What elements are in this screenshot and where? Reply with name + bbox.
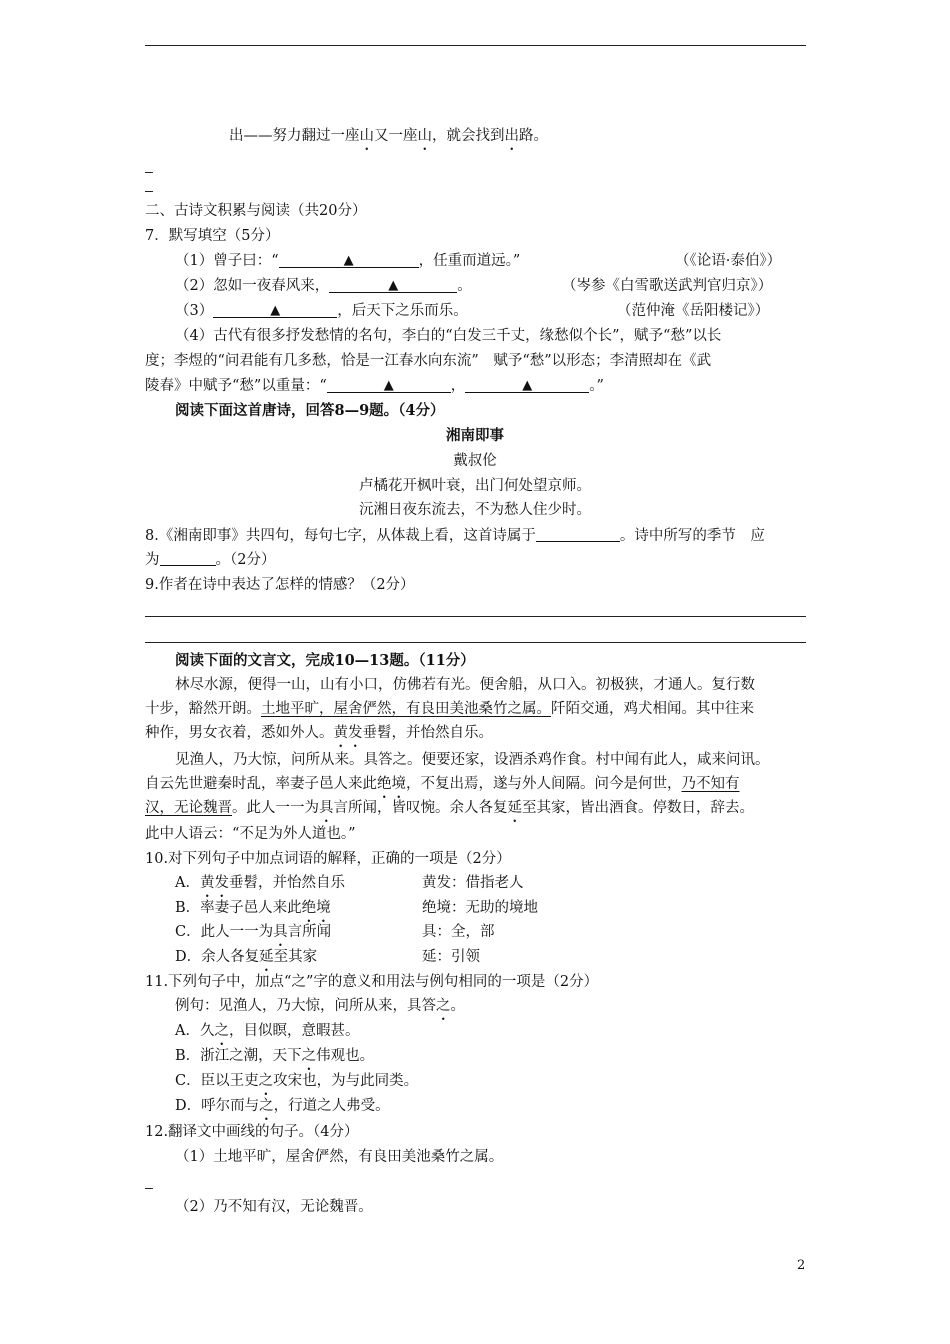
q11-option-b[interactable]: B．浙江之潮，天下之伟观也。 bbox=[175, 1048, 375, 1064]
passage-line: 汉，无论魏晋。此人一一为具言所闻，皆叹惋。余人各复延至其家，皆出酒食。停数日，辞去。 bbox=[145, 800, 754, 816]
question-10-heading: 10.对下列句子中加点词语的解释，正确的一项是（2分） bbox=[145, 851, 511, 867]
q10-explanation-c: 具：全，部 bbox=[422, 924, 495, 940]
question-12-heading: 12.翻译文中画线的句子。（4分） bbox=[145, 1124, 359, 1140]
passage-line: 十步，豁然开朗。土地平旷，屋舍俨然，有良田美池桑竹之属。阡陌交通，鸡犬相闻。其中往来 bbox=[145, 701, 754, 717]
q10-explanation-a: 黄发：借指老人 bbox=[422, 875, 524, 891]
question-9: 9.作者在诗中表达了怎样的情感？（2分） bbox=[145, 577, 415, 593]
q7-line-4b: 度；李煜的“问君能有几多愁，恰是一江春水向东流” 赋予“愁”以形态；李清照却在《武 bbox=[145, 353, 712, 369]
q12-sentence-1: （1）土地平旷，屋舍俨然，有良田美池桑竹之属。 bbox=[175, 1149, 504, 1165]
page-number: 2 bbox=[797, 1258, 806, 1273]
passage-line: 林尽水源，便得一山，山有小口，仿佛若有光。便舍船，从口入。初极狭，才通人。复行数 bbox=[175, 677, 755, 693]
passage-line: 自云先世避秦时乱，率妻子邑人来此绝境，不复出焉，遂与外人间隔。问今是何世，乃不知有 bbox=[145, 776, 740, 792]
q11-option-c[interactable]: C．臣以王吏之攻宋也，为与此同类。 bbox=[175, 1073, 419, 1089]
q10-option-b[interactable]: B．率妻子邑人来此绝境 bbox=[175, 900, 331, 916]
answer-blank[interactable]: ▲ bbox=[279, 253, 419, 268]
answer-blank[interactable]: ▲ bbox=[213, 303, 337, 318]
q7-source-1: （《论语·泰伯》） bbox=[675, 253, 782, 269]
q11-option-a[interactable]: A．久之，目似瞑，意暇甚。 bbox=[175, 1023, 360, 1039]
section-heading: 二、古诗文积累与阅读（共20分） bbox=[145, 203, 367, 219]
q12-sentence-2: （2）乃不知有汉，无论魏晋。 bbox=[175, 1199, 373, 1215]
question-8: 8.《湘南即事》共四句，每句七字，从体裁上看，这首诗属于 。诗中所写的季节 应 bbox=[145, 528, 765, 544]
answer-blank[interactable]: ▲ bbox=[329, 278, 457, 293]
q7-source-3: （范仲淹《岳阳楼记》） bbox=[617, 303, 770, 319]
continued-text: 出——努力翻过一座山又一座山，就会找到出路。 bbox=[229, 128, 548, 144]
classical-intro: 阅读下面的文言文，完成10—13题。（11分） bbox=[175, 652, 475, 669]
answer-blank[interactable]: ▲ bbox=[327, 378, 451, 393]
q7-line-3: （3） ▲ ，后天下之乐而乐。 bbox=[175, 303, 468, 319]
q7-line-2: （2）忽如一夜春风来， ▲ 。 bbox=[175, 278, 472, 294]
header-rule bbox=[145, 45, 806, 46]
q7-source-2: （岑参《白雪歌送武判官归京》） bbox=[562, 278, 773, 294]
answer-line[interactable] bbox=[145, 642, 806, 643]
answer-line[interactable] bbox=[145, 616, 806, 617]
answer-blank[interactable] bbox=[160, 551, 216, 566]
answer-blank[interactable] bbox=[536, 527, 620, 542]
q7-line-4c: 陵春》中赋予“愁”以重量：“ ▲ ， ▲ 。” bbox=[145, 378, 604, 394]
passage-line: 见渔人，乃大惊，问所从来。具答之。便要还家，设酒杀鸡作食。村中闻有此人，咸来问讯。 bbox=[175, 752, 770, 768]
poem-intro: 阅读下面这首唐诗，回答8—9题。（4分） bbox=[175, 402, 445, 419]
question-11-heading: 11.下列句子中，加点“之”字的意义和用法与例句相同的一项是（2分） bbox=[145, 974, 599, 990]
passage-line: 种作，男女衣着，悉如外人。黄发垂髫，并怡然自乐。 bbox=[145, 725, 493, 741]
q7-line-4a: （4）古代有很多抒发愁情的名句，李白的“白发三千丈，缘愁似个长”，赋予“愁”以长 bbox=[175, 328, 722, 344]
poem-author: 戴叔伦 bbox=[453, 453, 497, 469]
q11-option-d[interactable]: D．呼尔而与之，行道之人弗受。 bbox=[175, 1098, 390, 1114]
q10-option-a[interactable]: A．黄发垂髫，并怡然自乐 bbox=[175, 875, 345, 891]
q10-option-d[interactable]: D．余人各复延至其家 bbox=[175, 949, 318, 965]
q10-explanation-b: 绝境：无助的境地 bbox=[422, 900, 538, 916]
poem-title: 湘南即事 bbox=[446, 427, 504, 444]
passage-line: 此中人语云：“不足为外人道也。” bbox=[145, 826, 356, 842]
q11-example: 例句：见渔人，乃大惊，问所从来，具答之。 bbox=[175, 998, 465, 1014]
answer-dash bbox=[145, 191, 153, 192]
question-8-cont: 为 。（2分） bbox=[145, 552, 276, 568]
question-7-heading: 7．默写填空（5分） bbox=[145, 228, 280, 244]
poem-line-2: 沅湘日夜东流去，不为愁人住少时。 bbox=[359, 502, 591, 518]
q10-option-c[interactable]: C．此人一一为具言所闻 bbox=[175, 924, 332, 940]
q10-explanation-d: 延：引领 bbox=[422, 949, 480, 965]
poem-line-1: 卢橘花开枫叶衰，出门何处望京师。 bbox=[359, 478, 591, 494]
answer-dash bbox=[145, 172, 153, 173]
answer-blank[interactable]: ▲ bbox=[465, 378, 589, 393]
q7-line-1: （1）曾子曰：“ ▲ ，任重而道远。” bbox=[175, 253, 521, 269]
answer-dash bbox=[145, 1188, 153, 1189]
